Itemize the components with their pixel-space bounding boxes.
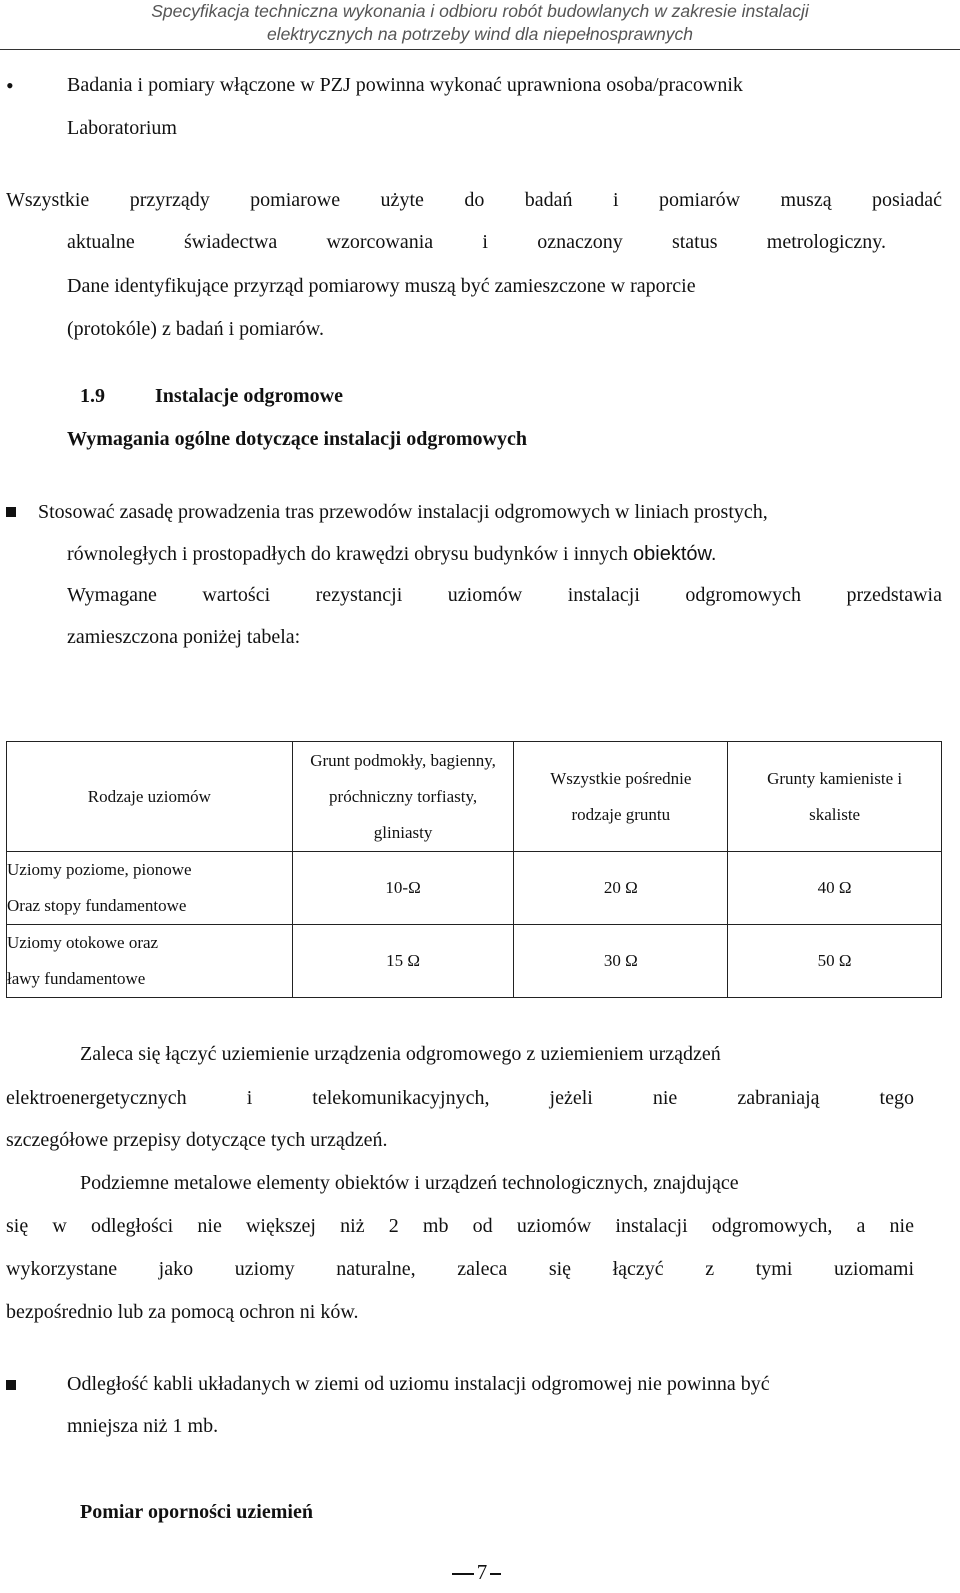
para1-line2: aktualne świadectwa wzorcowania i oznaczony status metrologiczny. — [67, 231, 886, 253]
row2-v3: 50 Ω — [817, 951, 852, 970]
bullet2-line2-text: równoległych i prostopadłych do krawędzi obrysu budynków i innych — [67, 543, 634, 565]
section-subtitle: Wymagania ogólne dotyczące instalacji odgromowych — [67, 428, 527, 450]
header-col1-line3: gliniasty — [373, 822, 433, 842]
para2-line1: Zaleca się łączyć uziemienie urządzenia odgromowego z uziemieniem urządzeń — [80, 1043, 721, 1065]
header-col2-line1: Wszystkie pośrednie — [550, 768, 692, 788]
bullet3-line2: mniejsza niż 1 mb. — [67, 1415, 219, 1437]
header-col0: Rodzaje uziomów — [87, 786, 211, 806]
header-col3-line2: skaliste — [809, 804, 861, 824]
para3-line1: Podziemne metalowe elementy obiektów i urządzeń technologicznych, znajdujące — [80, 1172, 739, 1194]
table-header-cell — [514, 742, 728, 852]
table-cell — [514, 852, 728, 925]
table-row — [7, 925, 942, 998]
table-header-cell — [7, 742, 293, 852]
para3-line4: bezpośrednio lub za pomocą ochron ni ków. — [6, 1301, 359, 1323]
square-bullet-icon — [6, 507, 16, 517]
footer-dash-right — [490, 1573, 501, 1575]
section-number: 1.9 — [80, 385, 105, 407]
footer-dash-left — [452, 1573, 474, 1575]
para1-line3: Dane identyfikujące przyrząd pomiarowy muszą być zamieszczone w raporcie — [67, 275, 696, 297]
square-bullet-icon — [6, 1380, 16, 1390]
row2-v2: 30 Ω — [603, 951, 638, 970]
table-cell — [292, 925, 514, 998]
row1-v3: 40 Ω — [817, 878, 852, 897]
row1-label-line2: Oraz stopy fundamentowe — [7, 896, 187, 915]
para1-line1: Wszystkie przyrządy pomiarowe użyte do badań i pomiarów muszą posiadać — [6, 189, 942, 211]
row2-label-line2: ławy fundamentowe — [7, 969, 146, 988]
para1-line4: (protokóle) z badań i pomiarów. — [67, 318, 324, 340]
doc-header-line1: Specyfikacja techniczna wykonania i odbioru robót budowlanych w zakresie instalacji — [151, 1, 809, 21]
bullet2-line3: Wymagane wartości rezystancji uziomów instalacji odgromowych przedstawia — [67, 584, 942, 606]
bullet-dot: • — [6, 73, 14, 98]
header-col3-line1: Grunty kamieniste i — [767, 768, 903, 788]
header-col1-line2: próchniczny torfiasty, — [329, 786, 478, 806]
table-cell — [514, 925, 728, 998]
bullet1-line2: Laboratorium — [67, 117, 177, 139]
table-cell — [7, 852, 293, 925]
bullet2-line2-tail: obiektów. — [633, 543, 717, 565]
para2-line2: elektroenergetycznych i telekomunikacyjnych, jeżeli nie zabraniają tego — [6, 1087, 914, 1109]
table-cell — [7, 925, 293, 998]
row1-label-line1: Uziomy poziome, pionowe — [7, 860, 192, 879]
header-col2-line2: rodzaje gruntu — [571, 804, 671, 824]
header-rule — [0, 49, 960, 50]
page-number: 7 — [476, 1560, 488, 1584]
bullet2-line4: zamieszczona poniżej tabela: — [67, 626, 301, 648]
para3-line3: wykorzystane jako uziomy naturalne, zaleca się łączyć z tymi uziomami — [6, 1258, 914, 1280]
bullet2-line2 — [67, 543, 716, 566]
para2-line3: szczegółowe przepisy dotyczące tych urządzeń. — [6, 1129, 388, 1151]
section-title: Instalacje odgromowe — [155, 385, 343, 407]
row1-v2: 20 Ω — [603, 878, 638, 897]
table-cell — [728, 925, 942, 998]
table-header-cell — [292, 742, 514, 852]
row1-v1: 10-Ω — [385, 878, 421, 897]
table-cell — [292, 852, 514, 925]
resistance-table — [6, 741, 942, 998]
row2-label-line1: Uziomy otokowe oraz — [7, 933, 159, 952]
table-header-row — [7, 742, 942, 852]
bullet2-line1: Stosować zasadę prowadzenia tras przewodów instalacji odgromowych w liniach prostych, — [38, 501, 768, 523]
bullet1-line1: Badania i pomiary włączone w PZJ powinna wykonać uprawniona osoba/pracownik — [67, 74, 743, 96]
table-header-cell — [728, 742, 942, 852]
table-row — [7, 852, 942, 925]
row2-v1: 15 Ω — [386, 951, 421, 970]
bullet3-line1: Odległość kabli układanych w ziemi od uziomu instalacji odgromowej nie powinna być — [67, 1373, 770, 1395]
doc-header-line2: elektrycznych na potrzeby wind dla niepełnosprawnych — [266, 24, 694, 44]
section-heading-measurement: Pomiar oporności uziemień — [80, 1501, 313, 1523]
para3-line2: się w odległości nie większej niż 2 mb od uziomów instalacji odgromowych, a nie — [6, 1215, 914, 1237]
header-col1-line1: Grunt podmokły, bagienny, — [310, 750, 496, 770]
table-cell — [728, 852, 942, 925]
